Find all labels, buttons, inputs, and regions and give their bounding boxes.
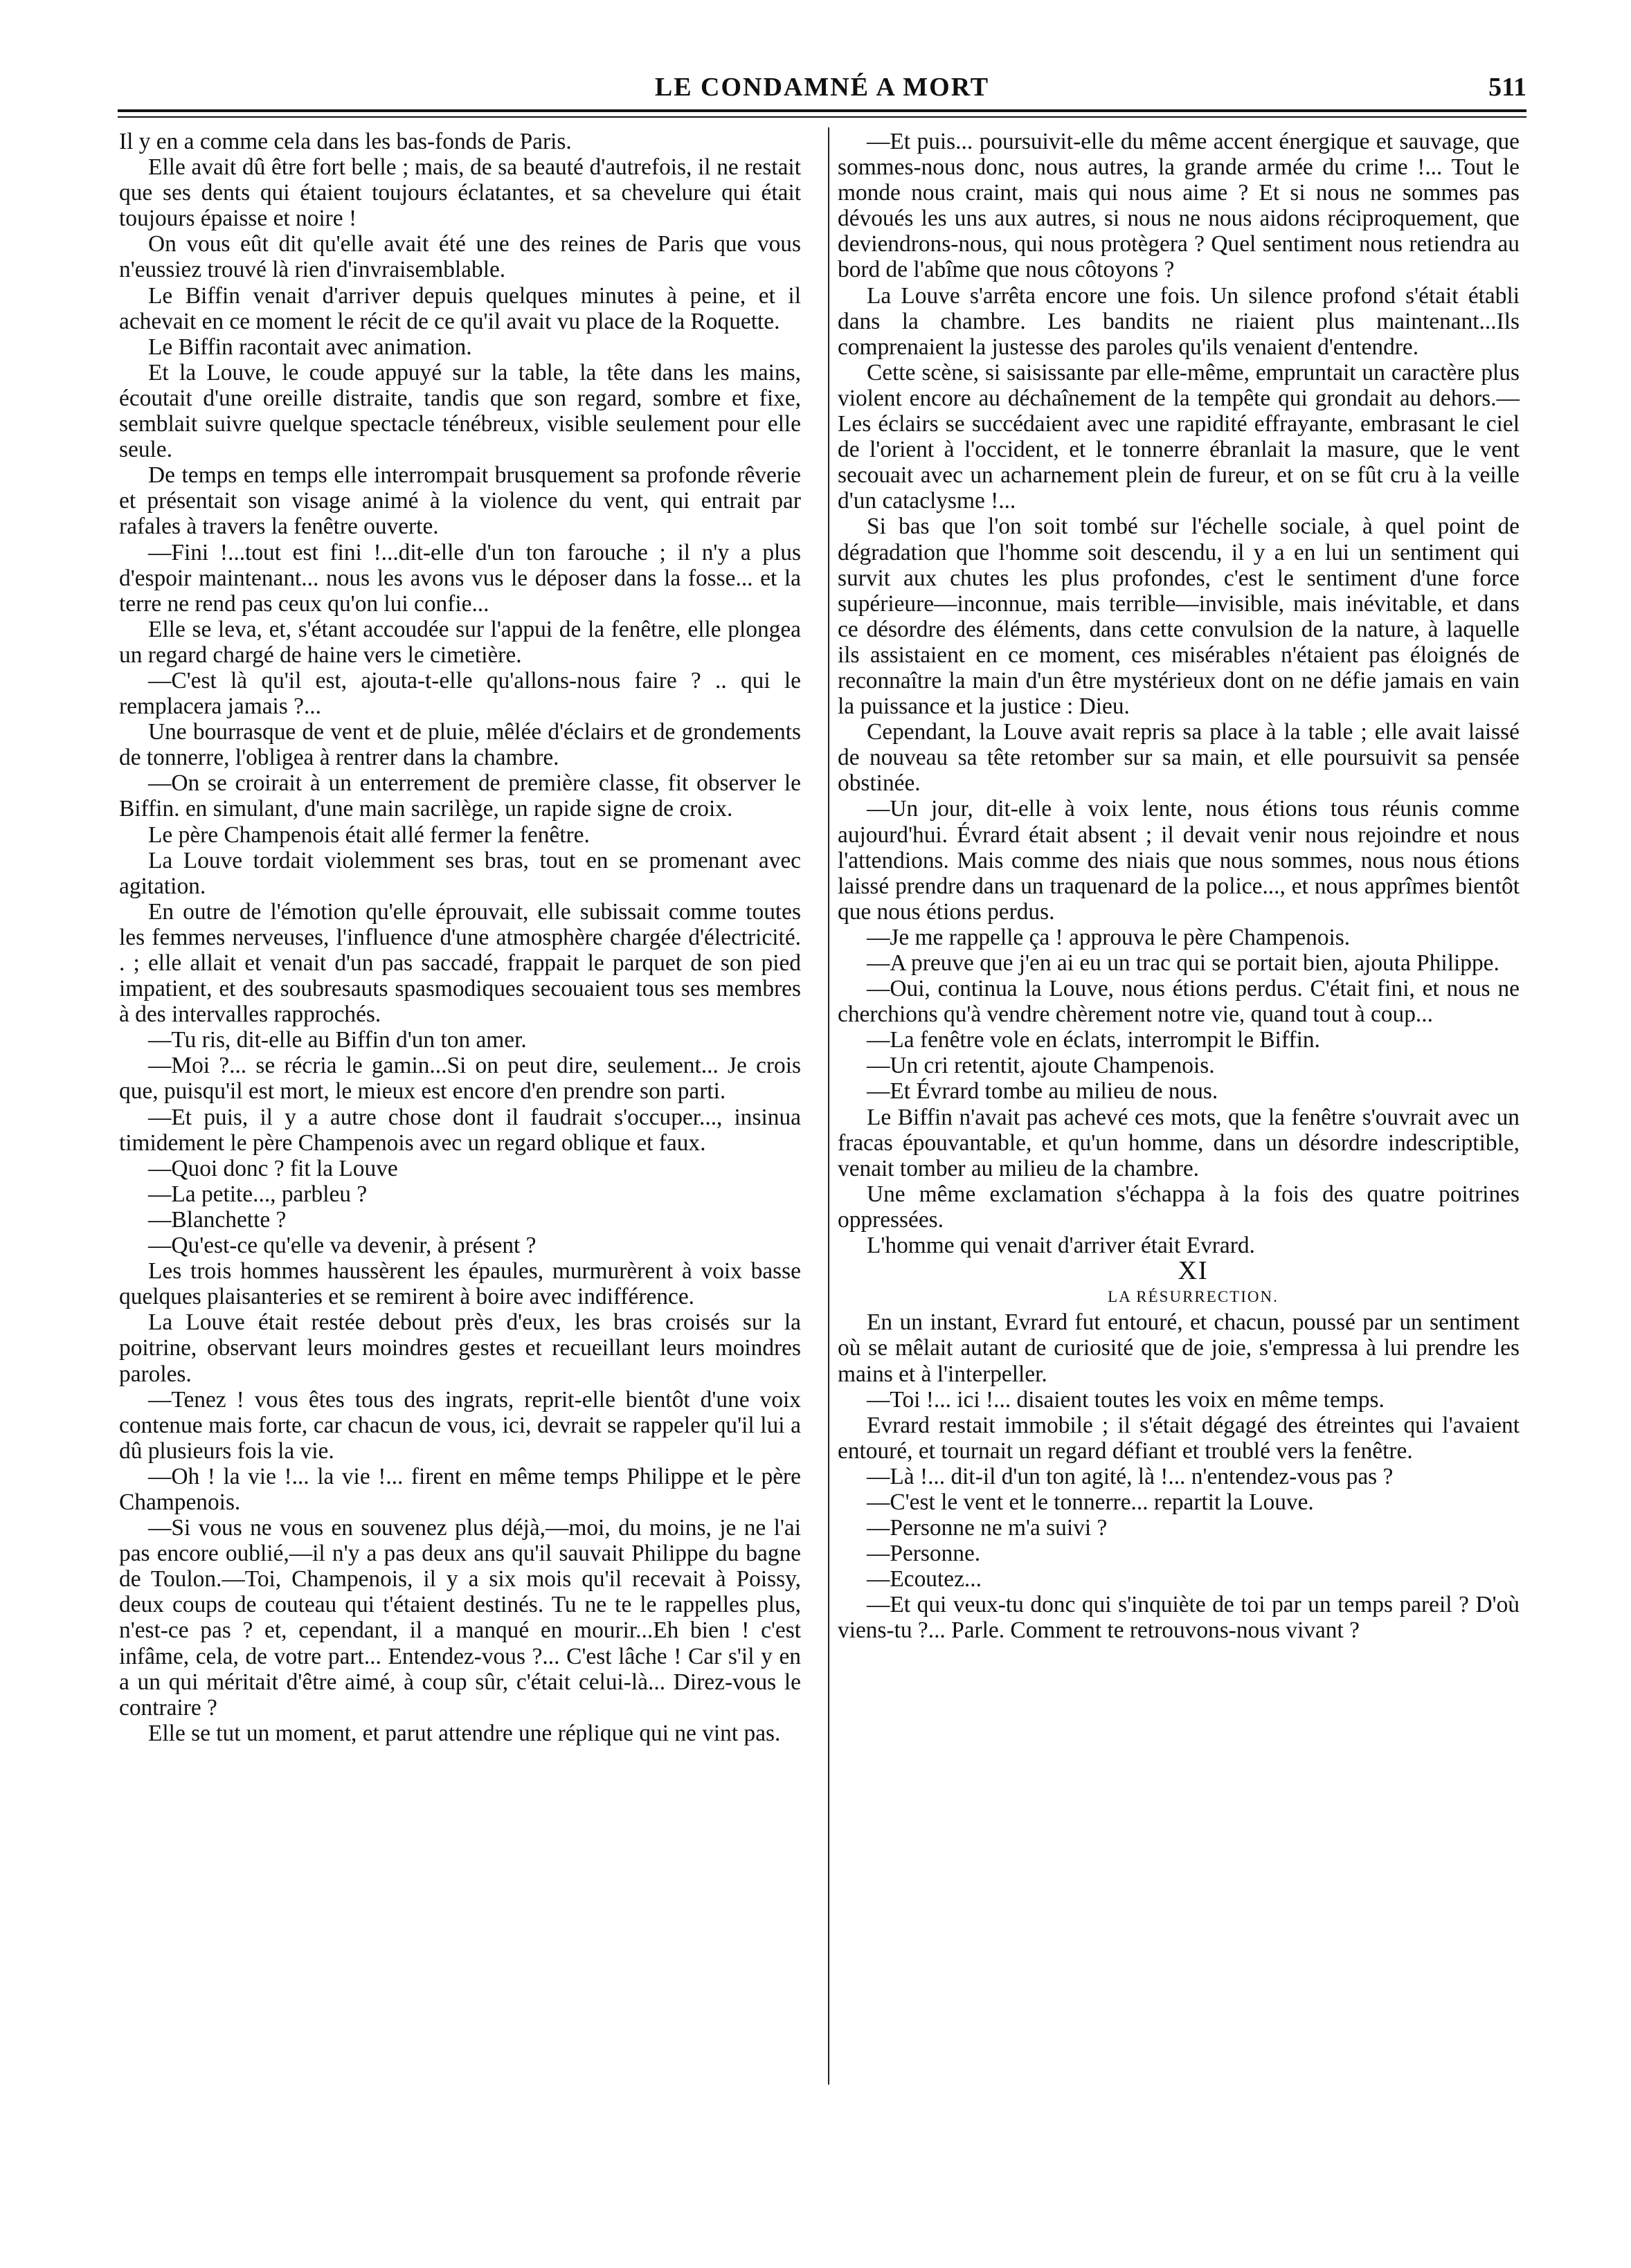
paragraph: Elle avait dû être fort belle ; mais, de sa beauté d'autrefois, il ne restait que ses dents qui étaient toujours éclatantes, et sa chevelure qui était toujours épaisse et noire ! <box>119 154 801 232</box>
paragraph: —Quoi donc ? fit la Louve <box>148 1155 398 1181</box>
left-column <box>119 129 801 1746</box>
running-title: LE CONDAMNÉ A MORT <box>654 73 990 102</box>
header-rule-thin <box>118 116 1526 118</box>
paragraph: De temps en temps elle interrompait brusquement sa profonde rêverie et présentait son visage animé à la violence du vent, qui entrait par rafales à travers la fenêtre ouverte. <box>119 462 801 540</box>
paragraph: Les trois hommes haussèrent les épaules, murmurèrent à voix basse quelques plaisanteries et se remirent à boire avec indifférence. <box>119 1258 801 1310</box>
paragraph: On vous eût dit qu'elle avait été une des reines de Paris que vous n'eussiez trouvé là rien d'invraisemblable. <box>119 231 801 283</box>
paragraph: Une bourrasque de vent et de pluie, mêlée d'éclairs et de grondements de tonnerre, l'obligea à rentrer dans la chambre. <box>119 719 801 771</box>
paragraph: —Là !... dit-il d'un ton agité, là !... n'entendez-vous pas ? <box>867 1463 1394 1489</box>
column-divider <box>828 127 829 2085</box>
paragraph: —Personne. <box>867 1541 981 1567</box>
paragraph: Il y en a comme cela dans les bas-fonds de Paris. <box>119 129 572 154</box>
paragraph: —Et puis, il y a autre chose dont il faudrait s'occuper..., insinua timidement le père Champenois avec un regard oblique et faux. <box>119 1104 801 1156</box>
paragraph: Cette scène, si saisissante par elle-même, empruntait un caractère plus violent encore au déchaînement de la tempête qui grondait au dehors.—Les éclairs se succédaient avec une rapidité effrayante, embrasant le ciel de l'orient à l'occident, et le tonnerre ébranlait la masure, que le vent secouait avec un acharnement plein de fureur, et on se fût cru à la veille d'un cataclysme !... <box>838 359 1520 514</box>
paragraph: Si bas que l'on soit tombé sur l'échelle sociale, à quel point de dégradation que l'homme soit descendu, il y a en lui un sentiment qui survit aux chutes les plus profondes, c'est le sentiment d'une force supérieure—inconnue, mais terrible—invisible, mais inévitable, et dans ce désordre des éléments, dans cette convulsion de la nature, à laquelle ils assistaient en ce moment, ces misérables n'étaient pas éloignés de reconnaître la main d'un être mystérieux dont on ne défie jamais en vain la puissance et la justice : Dieu. <box>838 514 1520 720</box>
paragraph: —Et Évrard tombe au milieu de nous. <box>867 1078 1218 1105</box>
chapter-number: XI <box>1178 1256 1209 1286</box>
paragraph: —C'est là qu'il est, ajouta-t-elle qu'allons-nous faire ? .. qui le remplacera jamais ?... <box>119 667 801 720</box>
paragraph: —Moi ?... se récria le gamin...Si on peut dire, seulement... Je crois que, puisqu'il est mort, le mieux est encore d'en prendre son parti. <box>119 1053 801 1105</box>
paragraph: —Tenez ! vous êtes tous des ingrats, reprit-elle bientôt d'une voix contenue mais forte, car chacun de vous, ici, devrait se rappeler qu'il lui a dû plusieurs fois la vie. <box>119 1386 801 1464</box>
paragraph: —La fenêtre vole en éclats, interrompit le Biffin. <box>867 1027 1320 1053</box>
paragraph: La Louve était restée debout près d'eux, les bras croisés sur la poitrine, observant leurs moindres gestes et recueillant leurs moindres paroles. <box>119 1309 801 1387</box>
paragraph: L'homme qui venait d'arriver était Evrard. <box>867 1233 1255 1259</box>
paragraph: La Louve tordait violemment ses bras, tout en se promenant avec agitation. <box>119 847 801 899</box>
paragraph: —Blanchette ? <box>148 1206 287 1233</box>
paragraph: —Qu'est-ce qu'elle va devenir, à présent ? <box>148 1233 537 1259</box>
paragraph: —Toi !... ici !... disaient toutes les voix en même temps. <box>867 1386 1385 1413</box>
paragraph: En un instant, Evrard fut entouré, et chacun, poussé par un sentiment où se mêlait autant de curiosité que de joie, s'empressa à lui prendre les mains et à l'interpeller. <box>838 1309 1520 1387</box>
paragraph: Evrard restait immobile ; il s'était dégagé des étreintes qui l'avaient entouré, et tournait un regard défiant et troublé vers la fenêtre. <box>838 1412 1520 1464</box>
paragraph: —Ecoutez... <box>867 1566 982 1593</box>
paragraph: Et la Louve, le coude appuyé sur la table, la tête dans les mains, écoutait d'une oreille distraite, tandis que son regard, sombre et fixe, semblait suivre quelque spectacle ténébreux, visible seulement pour elle seule. <box>119 359 801 463</box>
page-header <box>118 72 1526 102</box>
paragraph: Le Biffin venait d'arriver depuis quelques minutes à peine, et il achevait en ce moment le récit de ce qu'il avait vu place de la Roquette. <box>119 282 801 334</box>
chapter-title: LA RÉSURRECTION. <box>1108 1288 1279 1306</box>
paragraph: —Oui, continua la Louve, nous étions perdus. C'était fini, et nous ne cherchions qu'à vendre chèrement notre vie, quand tout à coup... <box>838 976 1520 1028</box>
paragraph: —Et qui veux-tu donc qui s'inquiète de toi par un temps pareil ? D'où viens-tu ?... Parle. Comment te retrouvons-nous vivant ? <box>838 1592 1520 1644</box>
paragraph: —Je me rappelle ça ! approuva le père Champenois. <box>867 924 1351 950</box>
right-column <box>838 129 1520 1644</box>
paragraph: Cependant, la Louve avait repris sa place à la table ; elle avait laissé de nouveau sa tête retomber sur sa main, et elle poursuivit sa pensée obstinée. <box>838 719 1520 797</box>
paragraph: —Si vous ne vous en souvenez plus déjà,—moi, du moins, je ne l'ai pas encore oublié,—il n'y a pas deux ans qu'il sauvait Philippe du bagne de Toulon.—Toi, Champenois, il y a six mois qu'il recevait à Poissy, deux coups de couteau qui t'étaient destinés. Tu ne te le rappelles plus, n'est-ce pas ? et, cependant, il a manqué en mourir...Eh bien ! c'est infâme, cela, de votre part... Entendez-vous ?... C'est lâche ! Car s'il y en a un qui méritait d'être aimé, à coup sûr, c'était celui-là... Direz-vous le contraire ? <box>119 1515 801 1721</box>
paragraph: —Un jour, dit-elle à voix lente, nous étions tous réunis comme aujourd'hui. Évrard était absent ; il devait venir nous rejoindre et nous l'attendions. Mais comme des niais que nous sommes, nous nous étions laissé prendre dans un traquenard de la police..., et nous apprîmes bientôt que nous étions perdus. <box>838 796 1520 925</box>
paragraph: —Fini !...tout est fini !...dit-elle d'un ton farouche ; il n'y a plus d'espoir maintenant... nous les avons vus le déposer dans la fosse... et la terre ne rend pas ceux qu'on lui confie... <box>119 539 801 617</box>
paragraph: La Louve s'arrêta encore une fois. Un silence profond s'était établi dans la chambre. Les bandits ne riaient plus maintenant...Ils comprenaient la justesse des paroles qu'ils venaient d'entendre. <box>838 282 1520 360</box>
paragraph: —C'est le vent et le tonnerre... repartit la Louve. <box>867 1489 1314 1515</box>
paragraph: —A preuve que j'en ai eu un trac qui se portait bien, ajouta Philippe. <box>867 950 1499 976</box>
paragraph: —Oh ! la vie !... la vie !... firent en même temps Philippe et le père Champenois. <box>119 1463 801 1515</box>
paragraph: Le Biffin n'avait pas achevé ces mots, que la fenêtre s'ouvrait avec un fracas épouvantable, et qu'un homme, dans un désordre indescriptible, venait tomber au milieu de la chambre. <box>838 1104 1520 1181</box>
paragraph: Le père Champenois était allé fermer la fenêtre. <box>148 822 590 848</box>
paragraph: Le Biffin racontait avec animation. <box>148 334 472 360</box>
paragraph: —La petite..., parbleu ? <box>148 1181 368 1207</box>
paragraph: —On se croirait à un enterrement de première classe, fit observer le Biffin. en simulant, d'une main sacrilège, un rapide signe de croix. <box>119 770 801 822</box>
paragraph: —Personne ne m'a suivi ? <box>867 1515 1108 1541</box>
page-number: 511 <box>1488 73 1526 102</box>
paragraph: Une même exclamation s'échappa à la fois des quatre poitrines oppressées. <box>838 1181 1520 1233</box>
paragraph: —Tu ris, dit-elle au Biffin d'un ton amer. <box>148 1027 527 1053</box>
paragraph: Elle se tut un moment, et parut attendre une réplique qui ne vint pas. <box>148 1720 781 1746</box>
paragraph: —Un cri retentit, ajoute Champenois. <box>867 1053 1215 1079</box>
header-rule-thick <box>118 109 1526 112</box>
paragraph: Elle se leva, et, s'étant accoudée sur l'appui de la fenêtre, elle plongea un regard chargé de haine vers le cimetière. <box>119 616 801 668</box>
paragraph: —Et puis... poursuivit-elle du même accent énergique et sauvage, que sommes-nous donc, nous autres, la grande armée du crime !... Tout le monde nous craint, mais qui nous aime ? Et si nous ne sommes pas dévoués les uns aux autres, si nous ne nous aidons réciproquement, que deviendrons-nous, qui nous protègera ? Quel sentiment nous retiendra au bord de l'abîme que nous côtoyons ? <box>838 129 1520 283</box>
paragraph: En outre de l'émotion qu'elle éprouvait, elle subissait comme toutes les femmes nerveuses, l'influence d'une atmosphère chargée d'électricité. . ; elle allait et venait d'un pas saccadé, frappait le parquet de son pied impatient, et des soubresauts spasmodiques secouaient tous ses membres à des intervalles rapprochés. <box>119 898 801 1028</box>
